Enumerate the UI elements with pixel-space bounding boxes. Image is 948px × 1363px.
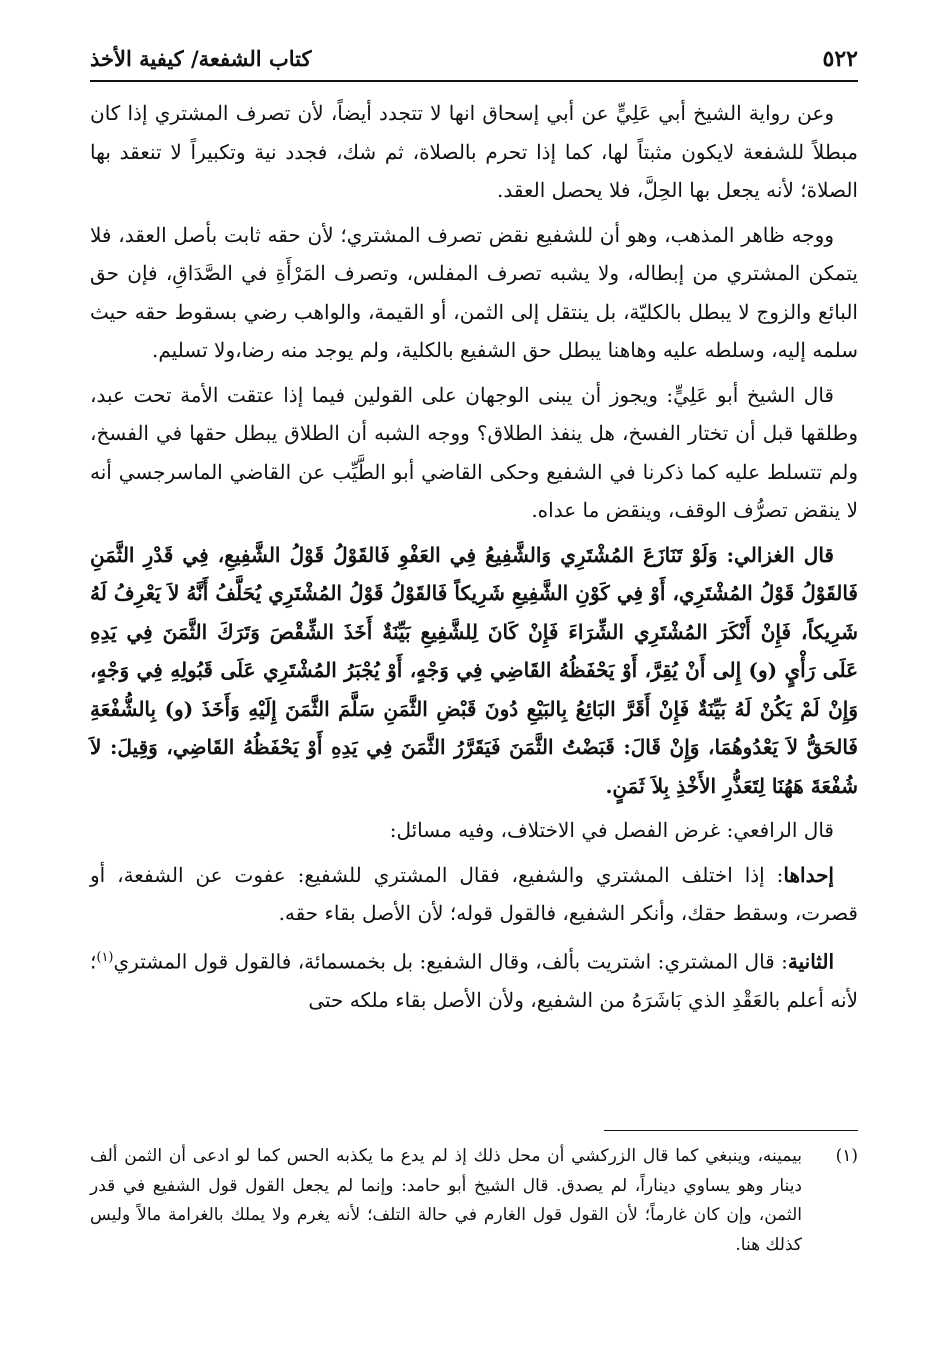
paragraph-abu-ali-narration: وعن رواية الشيخ أبي عَلِيٍّ عن أبي إسحاق انها لا تتجدد أيضاً، لأن تصرف المشتري إذا كان مبطلاً للشفعة لايكون مثبتاً لها، كما إذا تحرم بالصلاة، ثم شك، فجدد نية وتكبيراً لا تنعقد بها الصلاة؛ لأنه يجعل بها الحِلَّ، فلا يحصل العقد. <box>90 101 858 202</box>
paragraph-first-issue <box>90 856 858 933</box>
header-title: كتاب الشفعة/ كيفية الأخذ <box>90 46 312 71</box>
footnote-separator <box>604 1130 858 1131</box>
footnote <box>90 1142 858 1260</box>
ghazali-lead: قال الغزالي: <box>717 542 834 567</box>
paragraph-abu-ali-opinion: قال الشيخ أبو عَلِيٍّ: ويجوز أن يبنى الوجهان على القولين فيما إذا عتقت الأمة تحت عبد، وطلقها قبل أن تختار الفسخ، هل ينفذ الطلاق؟ ووجه الشبه أن الطلاق يبطل حقها في الفسخ، ولم تتسلط عليه كما ذكرنا في الشفيع وحكى القاضي أبو الطَّيِّب عن القاضي الماسرجسي أنه لا ينقض تصرُّف الوقف، وينقض ما عداه. <box>90 382 858 522</box>
page-number: ٥٢٢ <box>822 46 858 72</box>
first-issue-lead: إحداها <box>783 862 834 887</box>
second-issue-text: : قال المشتري: اشتريت بألف، وقال الشفيع: بل بخمسمائة، فالقول قول المشتري <box>113 949 788 974</box>
footnote-reference: (١) <box>96 949 114 965</box>
paragraph-rafii: قال الرافعي: غرض الفصل في الاختلاف، وفيه مسائل: <box>389 818 834 842</box>
main-text <box>90 94 858 1025</box>
book-page <box>90 40 858 1340</box>
paragraph-madhhab-view: ووجه ظاهر المذهب، وهو أن للشفيع نقض تصرف المشتري؛ لأن حقه ثابت بأصل العقد، فلا يتمكن المشتري من إبطاله، ولا يشبه تصرف المفلس، وتصرف المَرْأَةِ في الصَّدَاقِ، فإن حق البائع والزوج لا يبطل بالكليّة، بل ينتقل إلى الثمن، أو القيمة، والواهب رضي بسقوط حقه حيث سلمه إليه، وسلطه عليه وهاهنا يبطل حق الشفيع بالكلية، ولم يوجد منه رضا،ولا تسليم. <box>90 222 858 362</box>
second-issue-lead: الثانية <box>787 949 834 974</box>
paragraph-second-issue <box>90 939 858 1020</box>
paragraph-ghazali-quote <box>90 536 858 806</box>
second-issue-text-continued: ؛ لأنه أعلم بالعَقْدِ الذي بَاشَرَهُ من الشفيع، ولأن الأصل بقاء ملكه حتى <box>90 949 858 1012</box>
ghazali-text: وَلَوْ تَنَازَعَ المُشْتَرِي وَالشَّفِيعُ فِي العَفْوِ فَالقَوْلُ قَوْلُ الشَّفِيعِ، فِي قَدْرِ الثَّمَنِ فَالقَوْلُ قَوْلُ المُشْتَرِي، أَوْ فِي كَوْنِ الشَّفِيعِ شَرِيكاً فَالقَوْلُ قَوْلُ المُشْتَرِي يُحَلَّفُ أَنَّهُ لاَ يَعْرِفُ لَهُ شَرِيكاً، فَإِنْ أَنْكَرَ المُشْتَرِي الشِّرَاءَ فَإِنْ كَانَ لِلشَّفِيعِ بَيِّنَةٌ أَخَذَ الشِّقْصَ وَتَرَكَ الثَّمَنَ فِي يَدِهِ عَلَى رَأْيٍ (و) إِلى أَنْ يُقِرَّ، أَوْ يَحْفَظُهُ القَاضِي فِي وَجْهٍ، أَوْ يُجْبَرُ المُشْتَرِي عَلَى قَبُولِهِ فِي وَجْهٍ، وَإِنْ لَمْ يَكُنْ لَهُ بَيِّنَةٌ فَإِنْ أَقَرَّ البَائِعُ بِالبَيْعِ دُونَ قَبْضِ الثَّمَنِ سَلَّمَ الثَّمَنَ إِلَيْهِ وَأَخَذَ (و) بِالشُّفْعَةِ فَالحَقُّ لاَ يَعْدُوهُمَا، وَإِنْ قَالَ: قَبَضْتُ الثَّمَنَ فَيَقَرَّرُ الثَّمَنَ فِي يَدِهِ أَوْ يَحْفَظُهُ القَاضِي، وَقِيلَ: لاَ شُفْعَةَ هَهُنَا لِتَعَذُّرِ الأَخْذِ بِلاَ ثَمَنٍ. <box>90 542 858 798</box>
footnote-number: (١) <box>835 1146 858 1166</box>
footnote-text: بيمينه، وينبغي كما قال الزركشي أن محل ذلك إذ لم يدع ما يكذبه الحس كما لو ادعى أن الثمن ألف دينار وهو يساوي ديناراً، لم يصدق. قال الشيخ أبو حامد: وإنما لم يجعل القول قول الشفيع في قدر الثمن، وإن كان غارماً؛ لأن القول قول الغارم في حالة التلف؛ لأنه يغرم ولا يملك بالغرامة مالاً وليس كذلك هنا. <box>90 1146 802 1255</box>
first-issue-text: : إذا اختلف المشتري والشفيع، فقال المشتري للشفيع: عفوت عن الشفعة، أو قصرت، وسقط حقك، وأنكر الشفيع، فالقول قوله؛ لأن الأصل بقاء حقه. <box>90 862 858 925</box>
running-header <box>90 40 858 82</box>
